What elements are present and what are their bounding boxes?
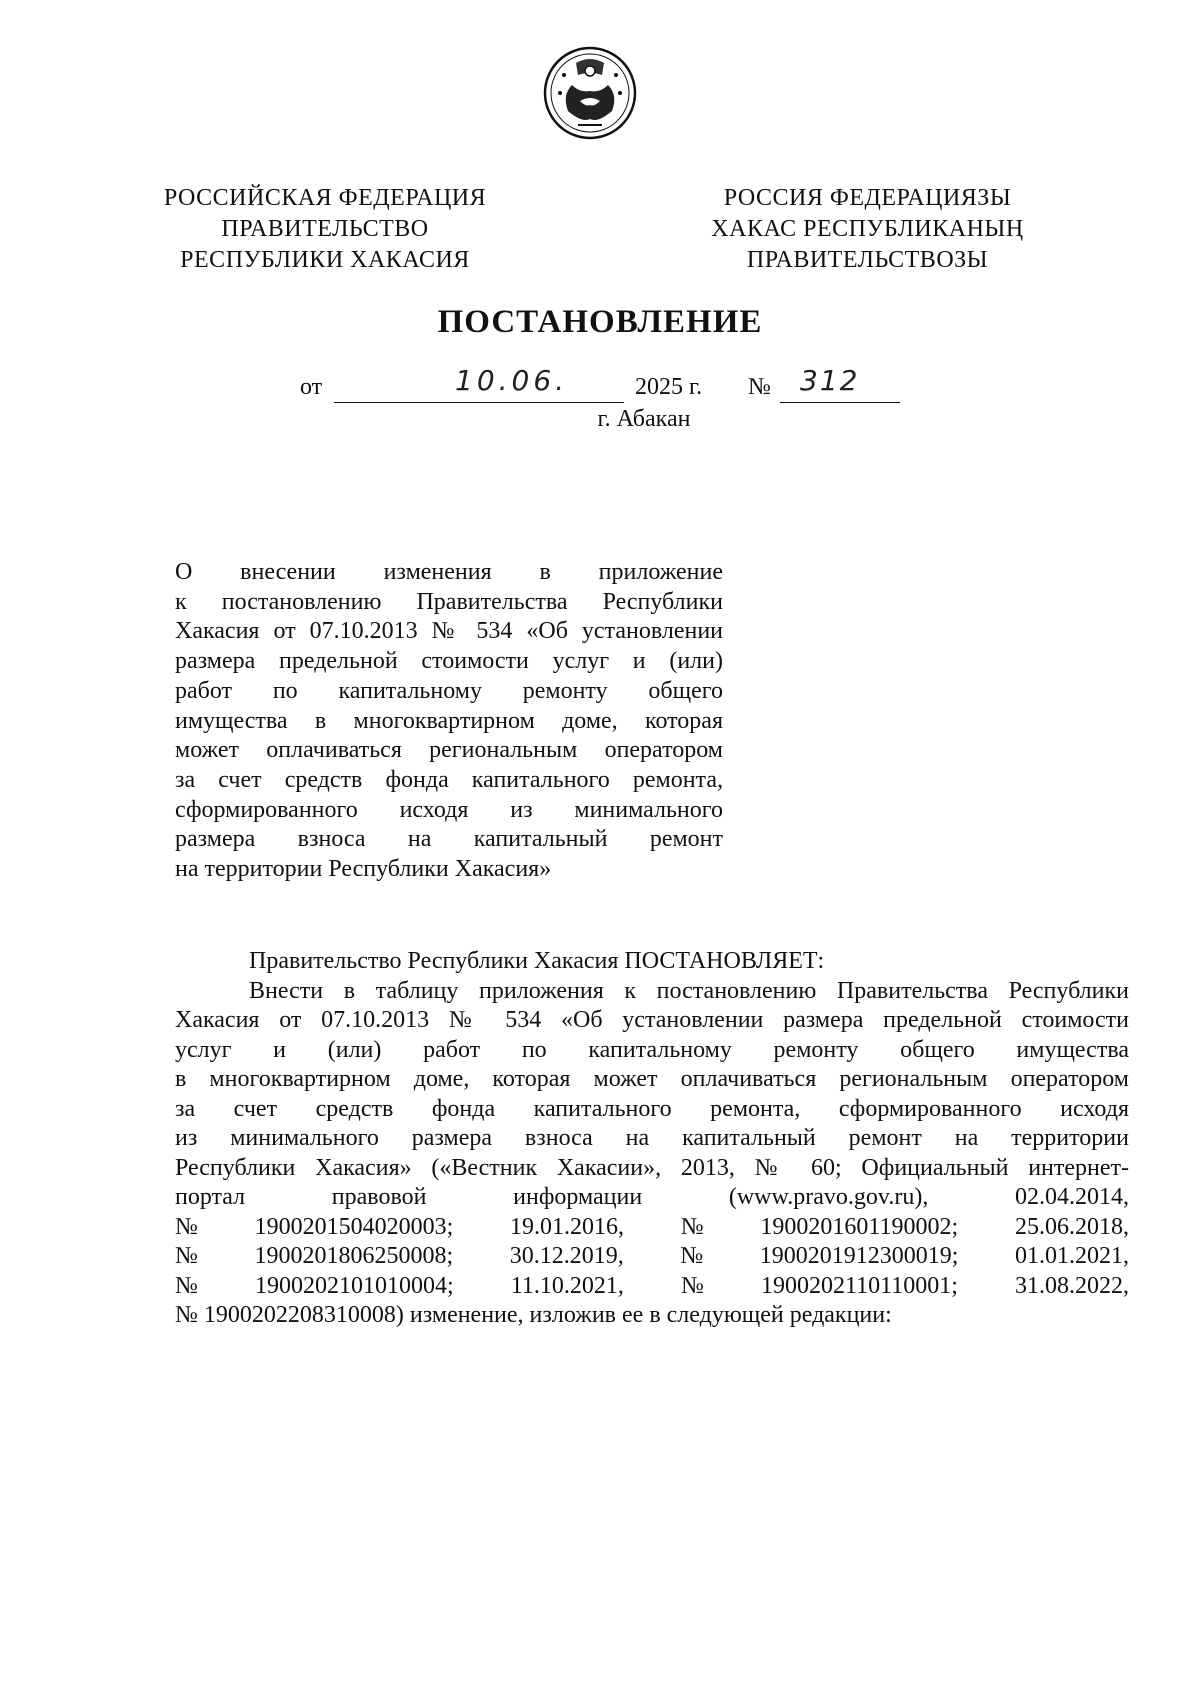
body-word: 30.12.2019, [509, 1243, 624, 1269]
header-right-block [685, 183, 1050, 276]
subject-line: за счет средств фонда капитального ремонта, [175, 766, 723, 793]
body-text [175, 947, 1129, 1331]
final-line: № 1900202208310008) изменение, изложив ее в следующей редакции: [175, 1302, 892, 1328]
body-line: Республики Хакасия» («Вестник Хакасии», 2013, № 60; Официальный интернет- [175, 1154, 1129, 1181]
body-word: № [680, 1213, 704, 1240]
subject-line: может оплачиваться региональным оператором [175, 737, 723, 764]
body-word: 19.01.2016, [510, 1213, 625, 1240]
date-underline [334, 402, 624, 403]
body-line: Хакасия от 07.10.2013 № 534 «Об установлении размера предельной стоимости [175, 1007, 1129, 1033]
body-word: 1900202110110001; [760, 1272, 958, 1299]
subject-line: на территории Республики Хакасия» [175, 856, 552, 883]
body-word: портал [175, 1184, 246, 1210]
subject-line: имущества в многоквартирном доме, которая [175, 707, 723, 734]
subject-line: к постановлению Правительства Республики [175, 588, 723, 615]
body-word: информации [513, 1184, 643, 1210]
header-left-line: РЕСПУБЛИКИ ХАКАСИЯ [180, 247, 470, 273]
reference-line [175, 1213, 1129, 1243]
body-word: № [680, 1272, 704, 1299]
subject-line: О внесении изменения в приложение [175, 559, 723, 585]
body-word: № [175, 1213, 198, 1240]
document-title: ПОСТАНОВЛЕНИЕ [437, 304, 763, 340]
number-sign: № [748, 374, 771, 400]
header-right-line: РОССИЯ ФЕДЕРАЦИЯЗЫ [723, 185, 1012, 211]
from-label: от [300, 374, 323, 400]
body-word: № [175, 1272, 198, 1299]
khakassia-coat-of-arms-icon [542, 45, 638, 141]
body-word: 1900201806250008; [254, 1243, 454, 1269]
number-underline [780, 402, 900, 403]
body-word: 1900201504020003; [254, 1213, 454, 1240]
body-word: 25.06.2018, [1014, 1213, 1129, 1240]
header-left-line: РОССИЙСКАЯ ФЕДЕРАЦИЯ [163, 185, 487, 211]
body-word: № [680, 1243, 704, 1269]
year-label: 2025 г. [635, 374, 703, 400]
subject-line: сформированного исходя из минимального [175, 796, 723, 823]
decree-line: Правительство Республики Хакасия ПОСТАНОВЛЯЕТ: [249, 948, 825, 974]
subject-block [175, 558, 723, 885]
portal-line [175, 1183, 1129, 1213]
body-line: из минимального размера взноса на капитальный ремонт на территории [175, 1125, 1129, 1151]
header-right-line: ХАКАС РЕСПУБЛИКАНЫҢ [711, 216, 1024, 242]
body-word: 1900201912300019; [759, 1243, 959, 1269]
header-right-line: ПРАВИТЕЛЬСТВОЗЫ [746, 247, 989, 273]
body-word: правовой [331, 1184, 427, 1210]
handwritten-number: 312 [800, 364, 860, 397]
subject-line: Хакасия от 07.10.2013 № 534 «Об установлении [175, 618, 723, 645]
body-word: 1900202101010004; [255, 1272, 454, 1299]
body-word: 11.10.2021, [510, 1272, 624, 1299]
body-line: за счет средств фонда капитального ремонта, сформированного исходя [175, 1095, 1129, 1122]
subject-line: размера предельной стоимости услуг и (или) [175, 648, 723, 675]
subject-line: работ по капитальному ремонту общего [175, 677, 723, 704]
reference-line [175, 1272, 1129, 1302]
body-word: (www.pravo.gov.ru), [728, 1184, 929, 1210]
subject-line: размера взноса на капитальный ремонт [175, 826, 723, 853]
body-line: услуг и (или) работ по капитальному ремонту общего имущества [175, 1036, 1129, 1063]
handwritten-date: 10.06. [455, 364, 569, 397]
date-number-line [300, 364, 900, 406]
header-left-line: ПРАВИТЕЛЬСТВО [221, 216, 429, 242]
body-word: 1900201601190002; [760, 1213, 959, 1240]
header-left-block [145, 183, 505, 276]
body-line: Внести в таблицу приложения к постановлению Правительства Республики [249, 977, 1129, 1004]
body-word: № [175, 1243, 198, 1269]
city-label: г. Абакан [597, 406, 691, 432]
body-word: 01.01.2021, [1014, 1243, 1129, 1269]
body-line: в многоквартирном доме, которая может оплачиваться региональным оператором [175, 1066, 1129, 1092]
body-word: 31.08.2022, [1014, 1272, 1129, 1299]
reference-line [175, 1242, 1129, 1272]
body-word: 02.04.2014, [1015, 1184, 1129, 1210]
